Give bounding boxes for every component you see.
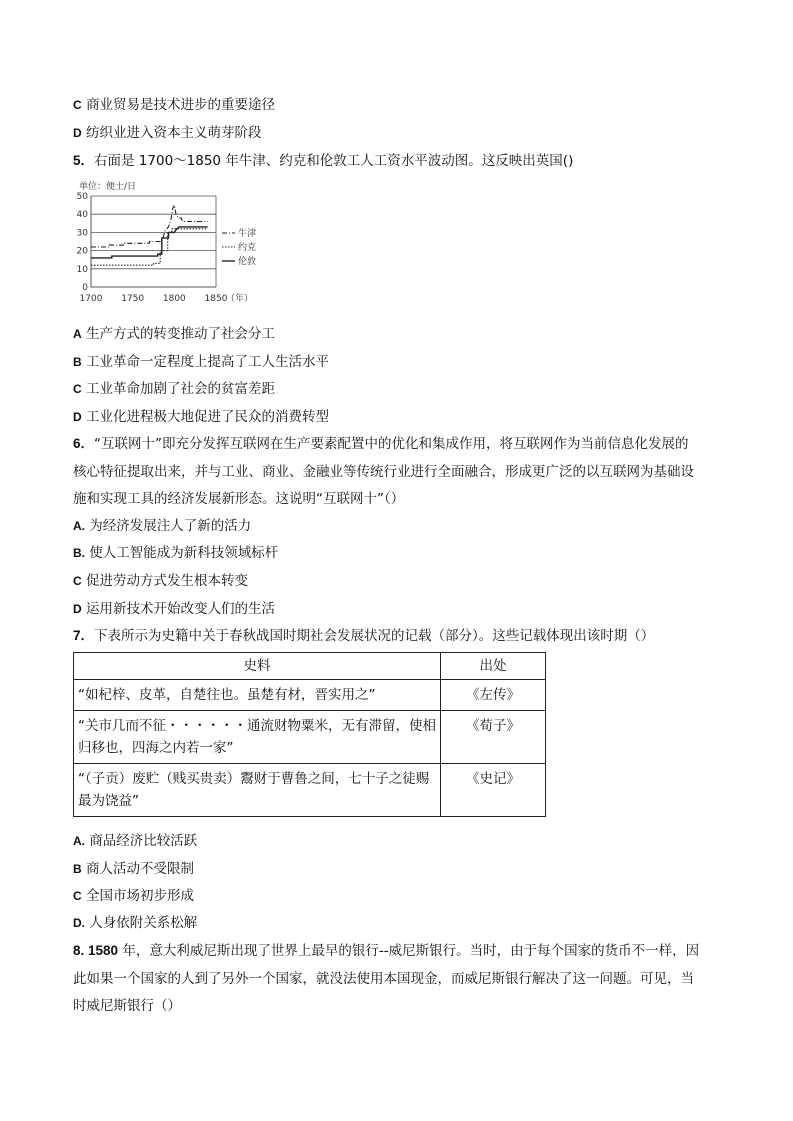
wage-chart xyxy=(73,181,263,305)
option-text: 工业革命加剧了社会的贫富差距 xyxy=(81,381,275,397)
option-text: 生产方式的转变推动了社会分工 xyxy=(81,326,275,342)
table-cell: “如杞梓、皮革，自楚往也。虽楚有材，晋实用之” xyxy=(74,680,441,711)
q6-option-b[interactable] xyxy=(73,544,278,562)
option-text: 促进劳动方式发生根本转变 xyxy=(81,573,248,589)
option-letter: C xyxy=(73,98,82,112)
option-letter: D xyxy=(73,410,82,424)
option-text: 工业化进程极大地促进了民众的消费转型 xyxy=(81,409,329,425)
option-letter: C xyxy=(73,889,82,903)
question-number: 6． xyxy=(73,436,95,451)
q7-option-a[interactable] xyxy=(73,832,197,850)
q6-option-c[interactable] xyxy=(73,572,248,590)
series-line-牛津 xyxy=(91,205,208,247)
table-row xyxy=(74,680,546,711)
option-letter: A. xyxy=(73,519,85,533)
question-number: 8. 1580 xyxy=(73,943,119,958)
x-ticks xyxy=(80,294,228,304)
question-text: 右面是 1700～1850 年牛津、约克和伦敦工人工资水平波动图。这反映出英国() xyxy=(94,153,574,169)
y-axis-label: 单位：便士/日 xyxy=(79,182,137,192)
y-tick-label: 30 xyxy=(76,228,88,239)
q7-option-b[interactable] xyxy=(73,860,194,878)
option-text: 为经济发展注人了新的活力 xyxy=(85,518,252,534)
q7-option-c[interactable] xyxy=(73,887,194,905)
option-letter: D xyxy=(73,602,82,616)
table-header: 出处 xyxy=(441,653,546,680)
y-ticks xyxy=(77,192,89,293)
option-letter: C xyxy=(73,382,82,396)
table-row xyxy=(74,711,546,764)
y-tick-label: 40 xyxy=(76,210,88,221)
legend-label: 牛津 xyxy=(238,229,257,239)
q6-option-a[interactable] xyxy=(73,517,251,535)
option-text: 商业贸易是技术进步的重要途径 xyxy=(81,97,275,113)
question-8-line-2: 此如果一个国家的人到了另外一个国家，就没法使用本国现金，而威尼斯银行解决了这一问题。可见，当 xyxy=(73,971,694,987)
table-cell: “关市几而不征・・・・・・通流财物粟米，无有滞留，使相归移也，四海之内若一家” xyxy=(74,711,441,764)
option-text: 全国市场初步形成 xyxy=(81,888,194,904)
question-8-line-3: 时威尼斯银行（） xyxy=(73,998,181,1014)
table-header: 史料 xyxy=(74,653,441,680)
table-cell: “（子贡）废贮（贱买贵卖）鬻财于曹鲁之间，七十子之徒赐最为饶益” xyxy=(74,764,441,817)
question-7-stem xyxy=(73,627,654,645)
option-text: 商品经济比较活跃 xyxy=(85,833,198,849)
x-axis-label: （年） xyxy=(226,294,254,304)
question-8-line-1 xyxy=(73,942,699,960)
option-letter: D xyxy=(73,126,82,140)
question-text: 下表所示为史籍中关于春秋战国时期社会发展状况的记载（部分）。这些记载体现出该时期（） xyxy=(94,628,655,644)
option-c-prev xyxy=(73,96,275,114)
option-text: 运用新技术开始改变人们的生活 xyxy=(81,601,275,617)
option-text: 商人活动不受限制 xyxy=(81,861,194,877)
table-header-row xyxy=(74,653,546,680)
legend-label: 约克 xyxy=(238,243,257,253)
y-tick-label: 10 xyxy=(76,264,88,275)
question-6-line-1 xyxy=(73,435,689,453)
table-cell: 《荀子》 xyxy=(441,711,546,764)
option-letter: B xyxy=(73,355,82,369)
y-tick-label: 50 xyxy=(76,192,88,202)
option-text: 使人工智能成为新科技领域标杆 xyxy=(85,545,279,561)
q5-option-b[interactable] xyxy=(73,353,329,371)
table-cell: 《左传》 xyxy=(441,680,546,711)
question-text: “互联网十”即充分发挥互联网在生产要素配置中的优化和集成作用，将互联网作为当前信息化发展的 xyxy=(94,436,689,452)
y-tick-label: 20 xyxy=(76,246,88,257)
question-6-line-2: 核心特征提取出来，并与工业、商业、金融业等传统行业进行全面融合，形成更广泛的以互联网为基础设 xyxy=(73,464,694,480)
option-letter: B xyxy=(73,862,82,876)
q5-option-d[interactable] xyxy=(73,408,329,426)
q6-option-d[interactable] xyxy=(73,600,275,618)
option-letter: D. xyxy=(73,916,85,930)
x-tick-label: 1700 xyxy=(79,294,103,304)
q5-option-c[interactable] xyxy=(73,380,275,398)
question-6-line-3: 施和实现工具的经济发展新形态。这说明“互联网十”（） xyxy=(73,491,405,507)
option-text: 工业革命一定程度上提高了工人生活水平 xyxy=(81,354,329,370)
option-letter: B. xyxy=(73,546,85,560)
option-text: 纺织业进入资本主义萌芽阶段 xyxy=(81,125,262,141)
option-letter: A. xyxy=(73,834,85,848)
legend xyxy=(222,227,256,267)
question-5-stem xyxy=(73,152,573,170)
table-cell: 《史记》 xyxy=(441,764,546,817)
question-number: 7． xyxy=(73,628,95,643)
option-text: 人身依附关系松解 xyxy=(85,915,198,931)
option-d-prev xyxy=(73,124,261,142)
source-table xyxy=(73,652,546,817)
q5-option-a[interactable] xyxy=(73,325,275,343)
option-letter: A xyxy=(73,327,82,341)
option-letter: C xyxy=(73,574,82,588)
table-row xyxy=(74,764,546,817)
q7-option-d[interactable] xyxy=(73,914,197,932)
legend-label: 伦敦 xyxy=(238,257,257,267)
y-tick-label: 0 xyxy=(82,283,88,293)
question-number: 5． xyxy=(73,153,95,168)
question-text: 年，意大利威尼斯出现了世界上最早的银行--威尼斯银行。当时，由于每个国家的货币不一样，因 xyxy=(118,943,700,959)
x-tick-label: 1800 xyxy=(162,294,186,304)
x-tick-label: 1750 xyxy=(121,294,145,304)
x-tick-label: 1850 xyxy=(204,294,228,304)
